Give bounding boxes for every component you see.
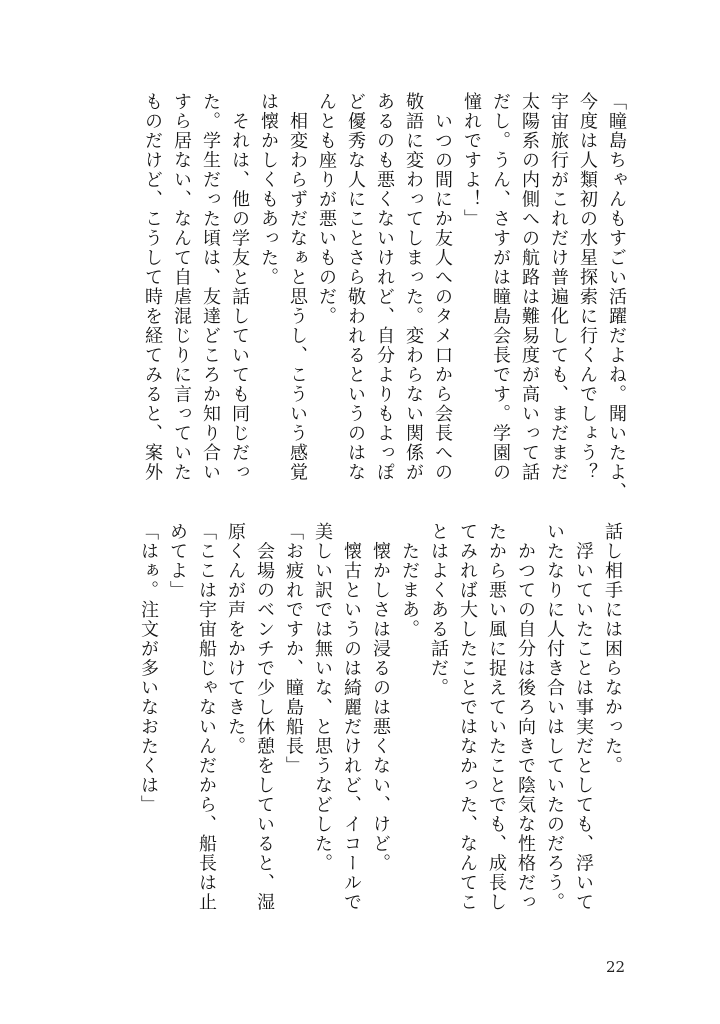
- text-column: 相変わらずだなぁと思うし、こういう感覚: [287, 92, 308, 482]
- text-column: は懐かしくもあった。: [258, 92, 279, 287]
- text-column: 話し相手には困らなかった。: [602, 522, 623, 776]
- text-column: 敬語に変わってしまった。変わらない関係が: [403, 92, 424, 482]
- text-column: あるのも悪くないけれど、自分よりもよっぽ: [374, 92, 395, 482]
- text-column: いたなりに人付き合いはしていたのだろう。: [544, 522, 565, 912]
- text-column: ど優秀な人にことさら敬われるというのはな: [345, 92, 366, 482]
- text-column: だし。うん、さすがは瞳島会長です。学園の: [490, 92, 511, 482]
- text-column: てみれば大したことではなかった、なんてこ: [457, 522, 478, 912]
- text-column: 会場のベンチで少し休憩をしていると、湿: [254, 522, 275, 912]
- text-column: とはよくある話だ。: [428, 522, 449, 698]
- text-column: 「瞳島ちゃんもすごい活躍だよね。聞いたよ、: [606, 92, 627, 502]
- text-column: 「はぁ。注文が多いなおたくは」: [138, 522, 159, 815]
- text-column: かつての自分は後ろ向きで陰気な性格だっ: [515, 522, 536, 912]
- text-column: んとも座りが悪いものだ。: [316, 92, 337, 326]
- text-column: 原くんが声をかけてきた。: [225, 522, 246, 756]
- text-column: 憧れですよ！」: [461, 92, 482, 229]
- page-number: 22: [606, 958, 626, 976]
- text-column: それは、他の学友と話していても同じだっ: [229, 92, 250, 482]
- text-column: 宇宙旅行がこれだけ普遍化しても、まだまだ: [548, 92, 569, 482]
- text-column: すら居ない、なんて自虐混じりに言っていた: [171, 92, 192, 482]
- text-column: 懐かしさは浸るのは悪くない、けど。: [370, 522, 391, 873]
- text-column: めてよ」: [167, 522, 188, 600]
- text-block-top: [138, 92, 631, 502]
- text-column: 浮いていたことは事実だとしても、浮いて: [573, 522, 594, 912]
- text-column: ものだけど、こうして時を経てみると、案外: [142, 92, 163, 482]
- text-column: たから悪い風に捉えていたことでも、成長し: [486, 522, 507, 912]
- text-column: 太陽系の内側への航路は難易度が高いって話: [519, 92, 540, 482]
- text-block-bottom: [134, 522, 627, 932]
- text-column: 懐古というのは綺麗だけれど、イコールで: [341, 522, 362, 912]
- text-column: 「ここは宇宙船じゃないんだから、船長は止: [196, 522, 217, 912]
- text-column: 今度は人類初の水星探索に行くんでしょう？: [577, 92, 598, 482]
- text-column: ただまあ。: [399, 522, 420, 639]
- text-column: た。学生だった頃は、友達どころか知り合い: [200, 92, 221, 482]
- text-column: 「お疲れですか、瞳島船長」: [283, 522, 304, 776]
- text-column: いつの間にか友人へのタメ口から会長への: [432, 92, 453, 482]
- text-column: 美しい訳では無いな、と思うなどした。: [312, 522, 333, 873]
